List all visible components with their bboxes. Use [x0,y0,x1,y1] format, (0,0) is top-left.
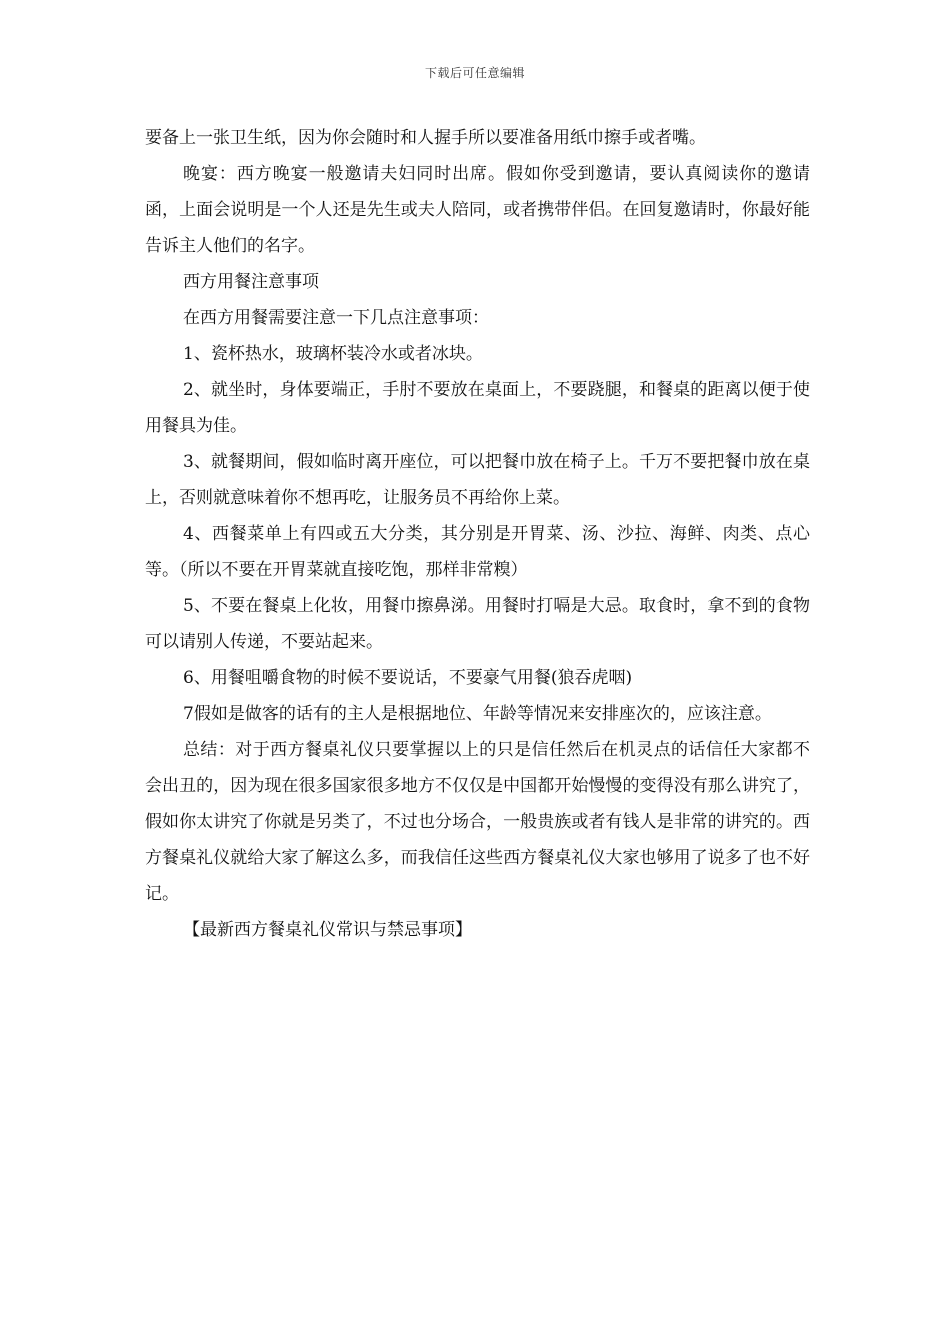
list-item: 6、用餐咀嚼食物的时候不要说话，不要豪气用餐(狼吞虎咽) [183,668,633,688]
page-header: 下载后可任意编辑 [424,66,525,80]
list-item: 7假如是做客的话有的主人是根据地位、年龄等情况来安排座次的，应该注意。 [183,704,772,724]
list-item: 4、西餐菜单上有四或五大分类，其分别是开胃菜、汤、沙拉、海鲜、肉类、点心等。（所以不要在开胃菜就直接吃饱，那样非常糗） [145,524,810,580]
closing-title: 【最新西方餐桌礼仪常识与禁忌事项】 [183,920,472,940]
paragraph: 要备上一张卫生纸，因为你会随时和人握手所以要准备用纸巾擦手或者嘴。 [145,128,706,148]
paragraph: 在西方用餐需要注意一下几点注意事项： [183,308,489,328]
paragraph: 总结：对于西方餐桌礼仪只要掌握以上的只是信任然后在机灵点的话信任大家都不会出丑的，因为现在很多国家很多地方不仅仅是中国都开始慢慢的变得没有那么讲究了，假如你太讲究了你就是另类了，不过也分场合，一般贵族或者有钱人是非常的讲究的。西方餐桌礼仪就给大家了解这么多，而我信任这些西方餐桌礼仪大家也够用了说多了也不好记。 [145,740,810,904]
list-item: 1、瓷杯热水，玻璃杯装冷水或者冰块。 [183,344,483,364]
document-body [145,120,810,948]
paragraph: 晚宴：西方晚宴一般邀请夫妇同时出席。假如你受到邀请，要认真阅读你的邀请函，上面会说明是一个人还是先生或夫人陪同，或者携带伴侣。在回复邀请时，你最好能告诉主人他们的名字。 [145,164,810,256]
list-item: 2、就坐时，身体要端正，手肘不要放在桌面上，不要跷腿，和餐桌的距离以便于使用餐具为佳。 [145,380,810,436]
list-item: 5、不要在餐桌上化妆，用餐巾擦鼻涕。用餐时打嗝是大忌。取食时，拿不到的食物可以请别人传递，不要站起来。 [145,596,810,652]
list-item: 3、就餐期间，假如临时离开座位，可以把餐巾放在椅子上。千万不要把餐巾放在桌上，否则就意味着你不想再吃，让服务员不再给你上菜。 [145,452,810,508]
section-heading: 西方用餐注意事项 [183,272,319,292]
